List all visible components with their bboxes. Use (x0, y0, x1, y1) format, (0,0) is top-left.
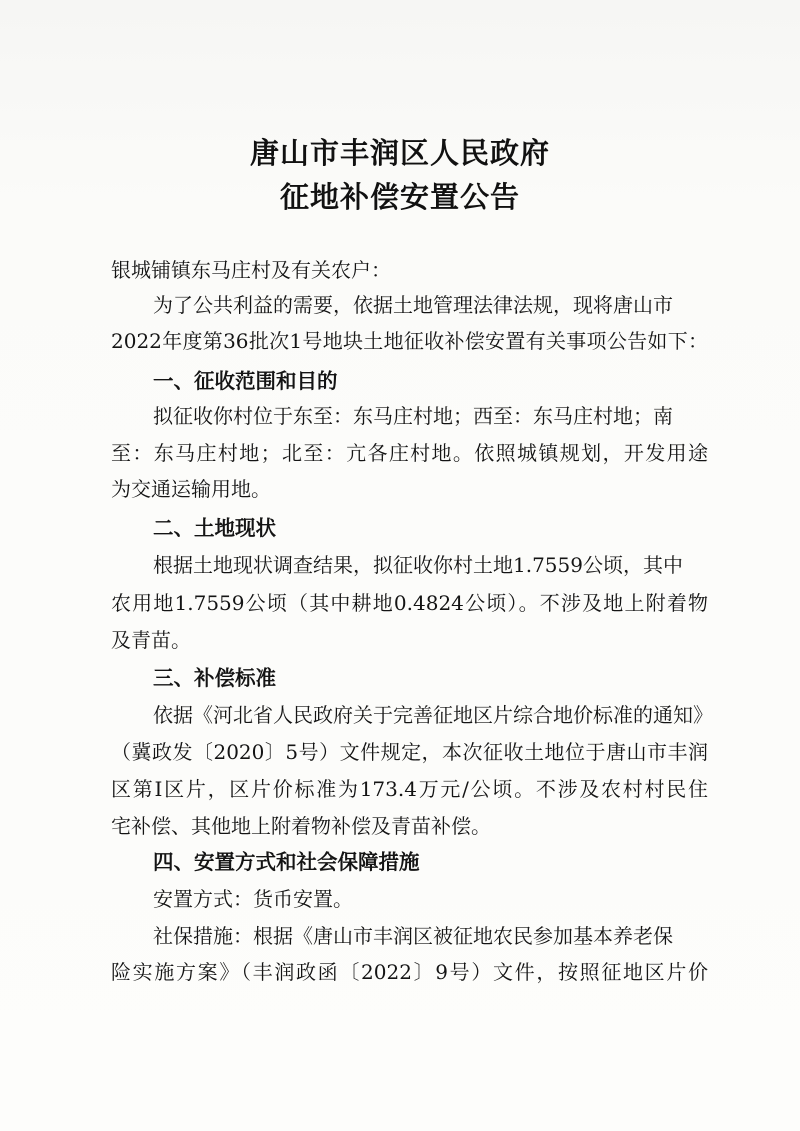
section3-paragraph-line-1: 依据《河北省人民政府关于完善征地区片综合地价标准的通知》 (153, 703, 713, 727)
section1-paragraph-line-1: 拟征收你村位于东至：东马庄村地；西至：东马庄村地；南 (153, 404, 673, 428)
intro-line-1: 为了公共利益的需要，依据土地管理法律法规，现将唐山市 (153, 293, 673, 317)
section4-paragraph-line-1: 安置方式：货币安置。 (153, 887, 353, 911)
section1-paragraph-line-2: 至：东马庄村地；北至：亢各庄村地。依照城镇规划，开发用途 (111, 441, 708, 465)
intro-line-2: 2022年度第36批次1号地块土地征收补偿安置有关事项公告如下： (111, 329, 708, 353)
section-heading-2: 二、土地现状 (153, 516, 276, 540)
document-title-line-2: 征地补偿安置公告 (279, 180, 520, 214)
document-title-line-1: 唐山市丰润区人民政府 (249, 136, 550, 170)
section2-paragraph-line-3: 及青苗。 (111, 628, 191, 652)
section4-paragraph-line-3: 险实施方案》（丰润政函〔2022〕9号）文件，按照征地区片价 (111, 960, 708, 984)
section-heading-4: 四、安置方式和社会保障措施 (153, 850, 420, 874)
addressee: 银城铺镇东马庄村及有关农户： (111, 258, 391, 282)
section2-paragraph-line-2: 农用地1.7559公顷（其中耕地0.4824公顷）。不涉及地上附着物 (111, 591, 708, 615)
section2-paragraph-line-1: 根据土地现状调查结果，拟征收你村土地1.7559公顷，其中 (153, 553, 683, 577)
section4-paragraph-line-2: 社保措施：根据《唐山市丰润区被征地农民参加基本养老保 (153, 924, 673, 948)
section3-paragraph-line-2: （冀政发〔2020〕5号）文件规定，本次征收土地位于唐山市丰润 (111, 740, 708, 764)
section-heading-1: 一、征收范围和目的 (153, 369, 338, 393)
section-heading-3: 三、补偿标准 (153, 666, 276, 690)
section1-paragraph-line-3: 为交通运输用地。 (111, 477, 271, 501)
section3-paragraph-line-3: 区第Ⅰ区片，区片价标准为173.4万元/公顷。不涉及农村村民住 (111, 777, 708, 801)
section3-paragraph-line-4: 宅补偿、其他地上附着物补偿及青苗补偿。 (111, 814, 491, 838)
